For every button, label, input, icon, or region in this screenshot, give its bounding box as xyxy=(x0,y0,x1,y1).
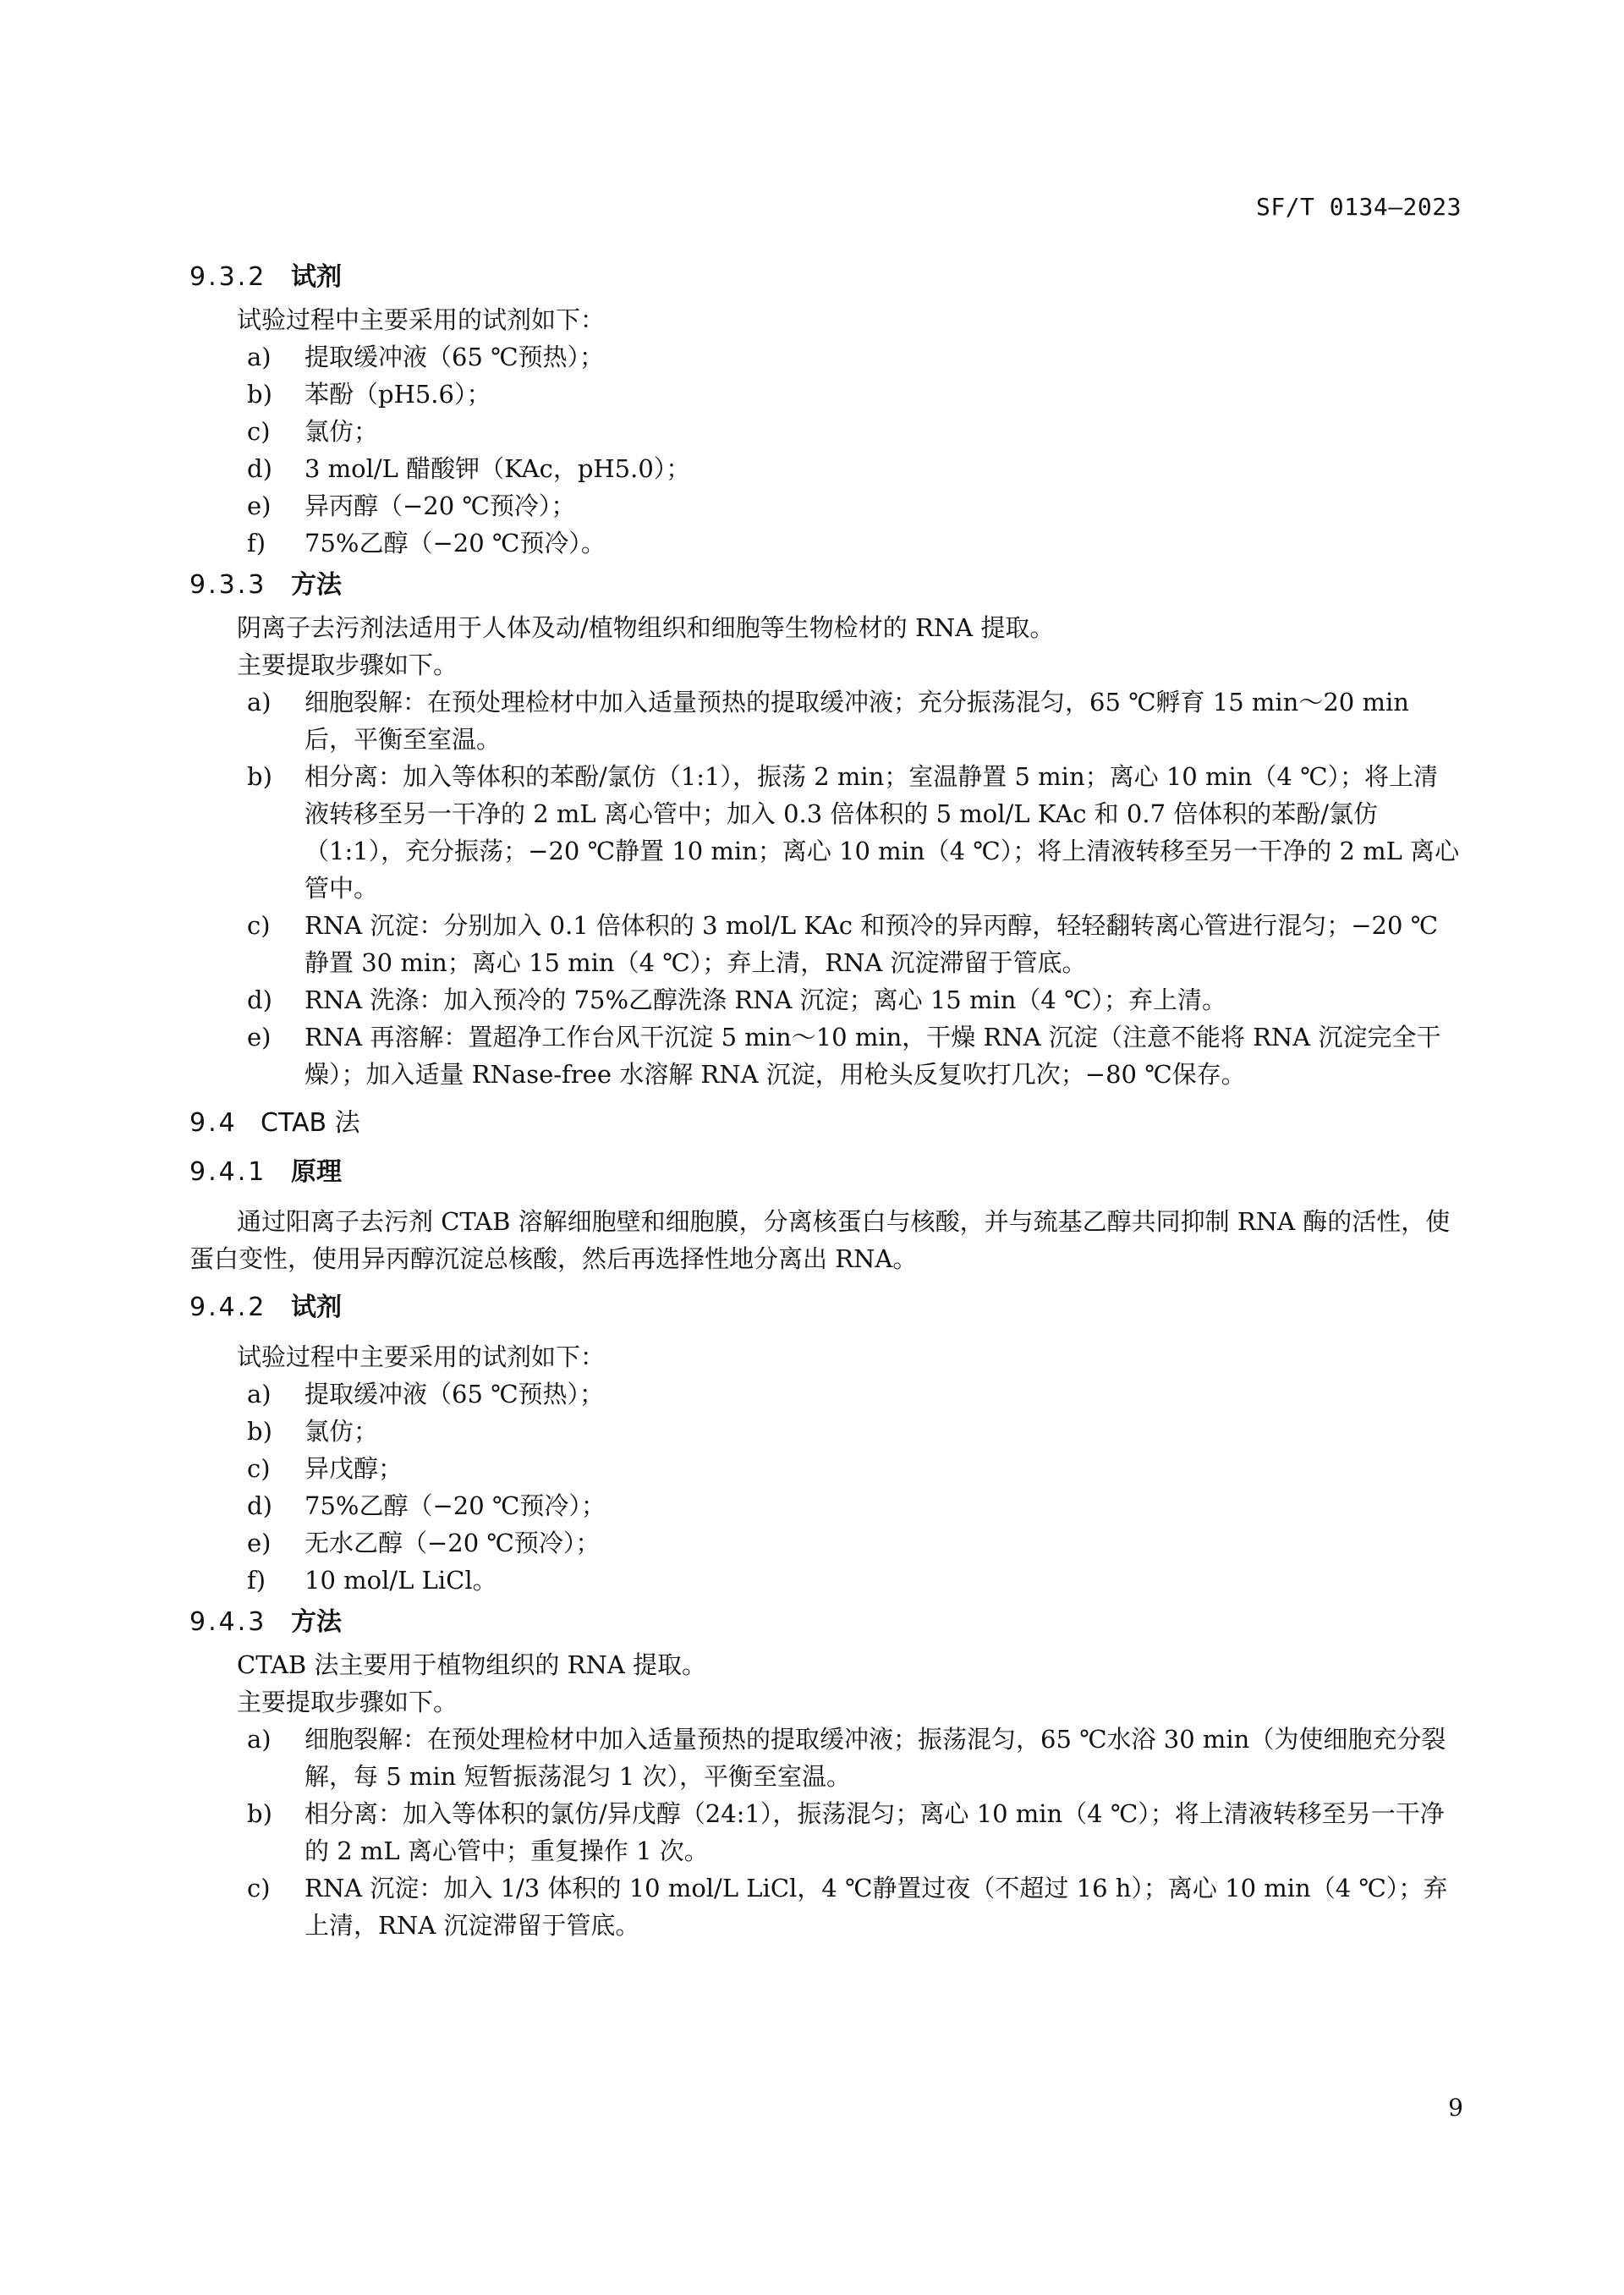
page-content xyxy=(189,259,1462,1944)
section-title: 原理 xyxy=(291,1157,342,1187)
list-text: 苯酚（pH5.6）； xyxy=(304,380,491,409)
list-text: 提取缓冲液（65 ℃预热）； xyxy=(304,1380,605,1408)
list-label: e) xyxy=(247,1023,272,1051)
list-item xyxy=(189,758,1462,907)
list-label: c) xyxy=(247,1874,271,1902)
list-item xyxy=(189,684,1462,758)
paragraph: 主要提取步骤如下。 xyxy=(237,1688,458,1716)
list-text: RNA 沉淀：加入 1/3 体积的 10 mol/L LiCl，4 ℃静置过夜（不超过 16 h）；离心 10 min（4 ℃）；弃上清，RNA 沉淀滞留于管底。 xyxy=(304,1874,1448,1940)
list-label: b) xyxy=(247,1799,272,1828)
list-item xyxy=(189,1450,1462,1487)
list-item xyxy=(189,487,1462,524)
list-label: b) xyxy=(247,1417,272,1446)
list-item xyxy=(189,1795,1462,1869)
list-item xyxy=(189,1018,1462,1093)
list-label: d) xyxy=(247,986,272,1014)
list-text: 相分离：加入等体积的氯仿/异戊醇（24:1），振荡混匀；离心 10 min（4 ℃）；将上清液转移至另一干净的 2 mL 离心管中；重复操作 1 次。 xyxy=(304,1799,1445,1865)
page-number: 9 xyxy=(1448,2094,1463,2122)
section-number: 9.3.2 xyxy=(189,262,267,292)
list-label: a) xyxy=(247,343,272,371)
list-item xyxy=(189,1487,1462,1524)
section-heading-9-4-2 xyxy=(189,1289,1462,1326)
list-text: 75%乙醇（−20 ℃预冷）； xyxy=(304,1491,606,1520)
list-item xyxy=(189,1562,1462,1599)
list-text: 细胞裂解：在预处理检材中加入适量预热的提取缓冲液；振荡混匀，65 ℃水浴 30 min（为使细胞充分裂解，每 5 min 短暂振荡混匀 1 次），平衡至室温。 xyxy=(304,1725,1446,1791)
list-label: a) xyxy=(247,688,272,717)
list-text: 提取缓冲液（65 ℃预热）； xyxy=(304,343,605,371)
section-number: 9.4.3 xyxy=(189,1607,267,1637)
list-label: d) xyxy=(247,1491,272,1520)
list-label: b) xyxy=(247,380,272,409)
section-heading-9-4 xyxy=(189,1105,1462,1142)
list-text: 相分离：加入等体积的苯酚/氯仿（1:1），振荡 2 min；室温静置 5 min；离心 10 min（4 ℃）；将上清液转移至另一干净的 2 mL 离心管中；加入 0.3 倍体积的 5 mol/L KAc 和 0.7 倍体积的苯酚/氯仿（1:1），充分振荡；−20 ℃静置 10 min；离心 10 min（4 ℃）；将上清液转移至另一干净的 2 mL 离心管中。 xyxy=(304,762,1460,903)
section-title: 试剂 xyxy=(291,262,342,292)
section-number: 9.4 xyxy=(189,1108,238,1138)
list-label: a) xyxy=(247,1380,272,1408)
list-item xyxy=(189,413,1462,450)
list-text: 10 mol/L LiCl。 xyxy=(304,1566,497,1595)
list-text: 氯仿； xyxy=(304,1417,379,1446)
list-item xyxy=(189,524,1462,562)
section-heading-9-3-3 xyxy=(189,567,1462,604)
list-text: 异丙醇（−20 ℃预冷）； xyxy=(304,491,576,520)
list-item xyxy=(189,450,1462,487)
list-item xyxy=(189,1413,1462,1450)
list-label: a) xyxy=(247,1725,272,1754)
section-heading-9-4-1 xyxy=(189,1154,1462,1191)
list-label: f) xyxy=(247,529,266,557)
paragraph: 试验过程中主要采用的试剂如下： xyxy=(237,1342,606,1371)
list-text: 75%乙醇（−20 ℃预冷）。 xyxy=(304,529,606,557)
section-heading-9-4-3 xyxy=(189,1604,1462,1641)
section-title: 方法 xyxy=(291,570,342,600)
list-label: c) xyxy=(247,911,271,940)
list-label: f) xyxy=(247,1566,266,1595)
paragraph: 主要提取步骤如下。 xyxy=(237,651,458,679)
paragraph: 通过阳离子去污剂 CTAB 溶解细胞壁和细胞膜，分离核蛋白与核酸，并与巯基乙醇共同抑制 RNA 酶的活性，使蛋白变性，使用异丙醇沉淀总核酸，然后再选择性地分离出 RNA。 xyxy=(189,1207,1451,1273)
list-text: RNA 洗涤：加入预冷的 75%乙醇洗涤 RNA 沉淀；离心 15 min（4 ℃）；弃上清。 xyxy=(304,986,1227,1014)
list-text: RNA 沉淀：分别加入 0.1 倍体积的 3 mol/L KAc 和预冷的异丙醇，轻轻翻转离心管进行混匀；−20 ℃静置 30 min；离心 15 min（4 ℃）；弃上清，RNA 沉淀滞留于管底。 xyxy=(304,911,1439,977)
list-item xyxy=(189,1524,1462,1562)
list-text: 氯仿； xyxy=(304,417,379,446)
paragraph: 试验过程中主要采用的试剂如下： xyxy=(237,305,606,334)
list-label: e) xyxy=(247,1529,272,1557)
section-title: CTAB 法 xyxy=(261,1108,360,1138)
list-label: d) xyxy=(247,454,272,483)
list-item xyxy=(189,376,1462,413)
paragraph: CTAB 法主要用于植物组织的 RNA 提取。 xyxy=(237,1650,707,1679)
list-text: 异戊醇； xyxy=(304,1454,403,1483)
list-text: 细胞裂解：在预处理检材中加入适量预热的提取缓冲液；充分振荡混匀，65 ℃孵育 15 min～20 min 后，平衡至室温。 xyxy=(304,688,1409,754)
list-label: c) xyxy=(247,417,271,446)
list-label: c) xyxy=(247,1454,271,1483)
list-item xyxy=(189,1869,1462,1944)
document-code: SF/T 0134—2023 xyxy=(1255,193,1462,221)
paragraph: 阴离子去污剂法适用于人体及动/植物组织和细胞等生物检材的 RNA 提取。 xyxy=(237,613,1055,642)
section-number: 9.3.3 xyxy=(189,570,267,600)
list-item xyxy=(189,1721,1462,1795)
section-heading-9-3-2 xyxy=(189,259,1462,296)
list-text: 3 mol/L 醋酸钾（KAc，pH5.0）； xyxy=(304,454,691,483)
list-text: 无水乙醇（−20 ℃预冷）； xyxy=(304,1529,601,1557)
list-item xyxy=(189,1375,1462,1413)
section-title: 试剂 xyxy=(291,1293,342,1322)
list-item xyxy=(189,981,1462,1018)
list-label: e) xyxy=(247,491,272,520)
section-number: 9.4.2 xyxy=(189,1293,267,1322)
section-title: 方法 xyxy=(291,1607,342,1637)
list-item xyxy=(189,907,1462,981)
list-label: b) xyxy=(247,762,272,791)
list-item xyxy=(189,338,1462,376)
list-text: RNA 再溶解：置超净工作台风干沉淀 5 min～10 min，干燥 RNA 沉淀（注意不能将 RNA 沉淀完全干燥）；加入适量 RNase-free 水溶解 RNA 沉淀，用枪头反复吹打几次；−80 ℃保存。 xyxy=(304,1023,1441,1089)
section-number: 9.4.1 xyxy=(189,1157,267,1187)
